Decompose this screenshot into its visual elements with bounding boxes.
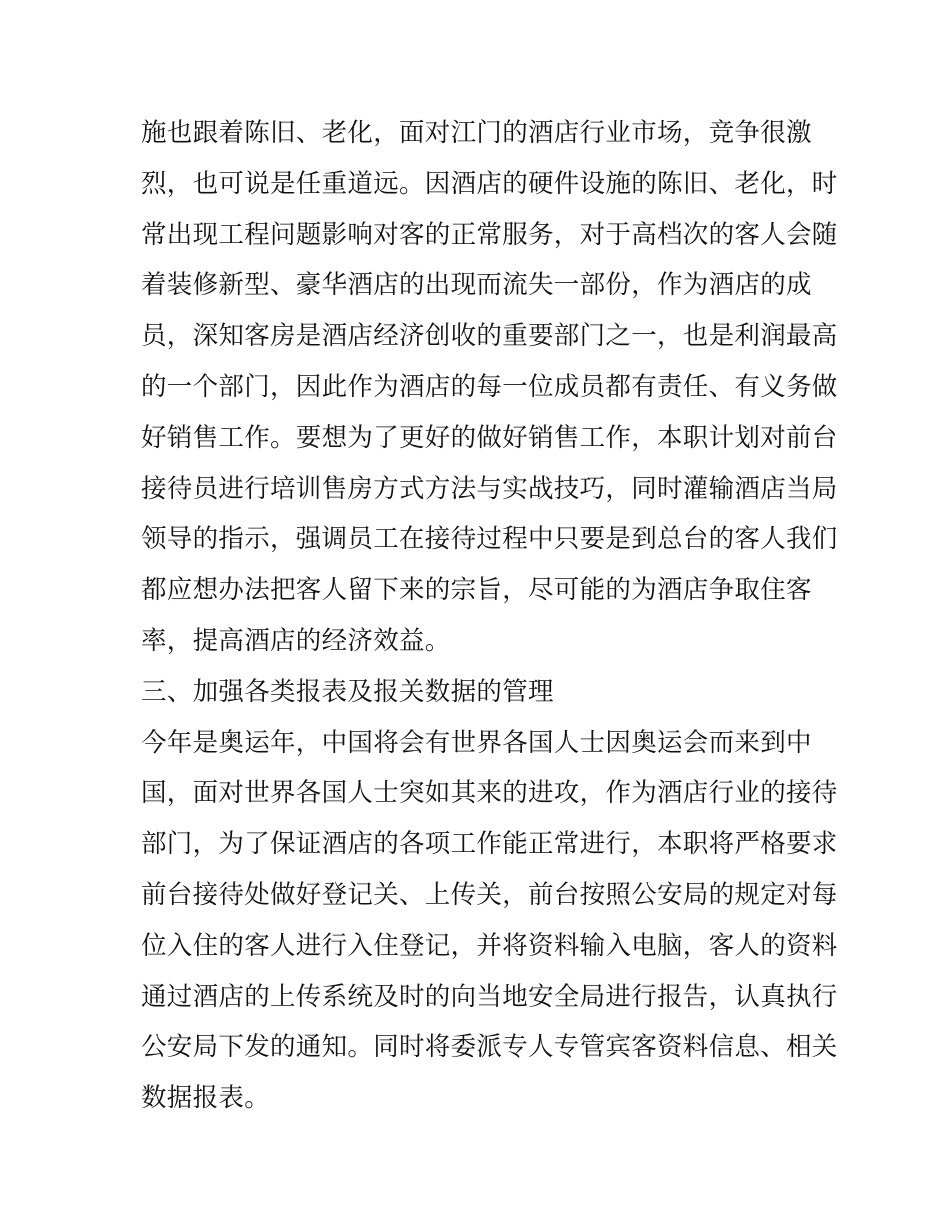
text-line: 都应想办法把客人留下来的宗旨，尽可能的为酒店争取住客	[141, 575, 812, 606]
body-text	[141, 108, 838, 1124]
text-line: 领导的指示，强调员工在接待过程中只要是到总台的客人我们	[141, 524, 838, 555]
text-line: 率，提高酒店的经济效益。	[141, 625, 451, 656]
text-line: 施也跟着陈旧、老化，面对江门的酒店行业市场，竞争很激	[141, 118, 812, 148]
text-line: 通过酒店的上传系统及时的向当地安全局进行报告，认真执行	[141, 981, 838, 1012]
text-line: 前台接待处做好登记关、上传关，前台按照公安局的规定对每	[141, 879, 838, 910]
text-line: 常出现工程问题影响对客的正常服务，对于高档次的客人会随	[141, 219, 838, 250]
text-line: 的一个部门，因此作为酒店的每一位成员都有责任、有义务做	[141, 371, 838, 402]
text-line: 公安局下发的通知。同时将委派专人专管宾客资料信息、相关	[141, 1032, 838, 1063]
text-line: 数据报表。	[141, 1083, 271, 1114]
text-line: 着装修新型、豪华酒店的出现而流失一部份，作为酒店的成	[141, 270, 812, 301]
text-line: 位入住的客人进行入住登记，并将资料输入电脑，客人的资料	[141, 930, 838, 961]
text-line: 国，面对世界各国人士突如其来的进攻，作为酒店行业的接待	[141, 778, 838, 809]
text-line: 部门，为了保证酒店的各项工作能正常进行，本职将严格要求	[141, 829, 838, 860]
section-heading: 三、加强各类报表及报关数据的管理	[141, 676, 554, 707]
text-line: 今年是奥运年，中国将会有世界各国人士因奥运会而来到中	[141, 727, 812, 758]
text-line: 好销售工作。要想为了更好的做好销售工作，本职计划对前台	[141, 422, 838, 453]
text-line: 烈，也可说是任重道远。因酒店的硬件设施的陈旧、老化，时	[141, 168, 838, 199]
text-line: 接待员进行培训售房方式方法与实战技巧，同时灌输酒店当局	[141, 473, 838, 504]
text-line: 员，深知客房是酒店经济创收的重要部门之一，也是利润最高	[141, 321, 838, 352]
